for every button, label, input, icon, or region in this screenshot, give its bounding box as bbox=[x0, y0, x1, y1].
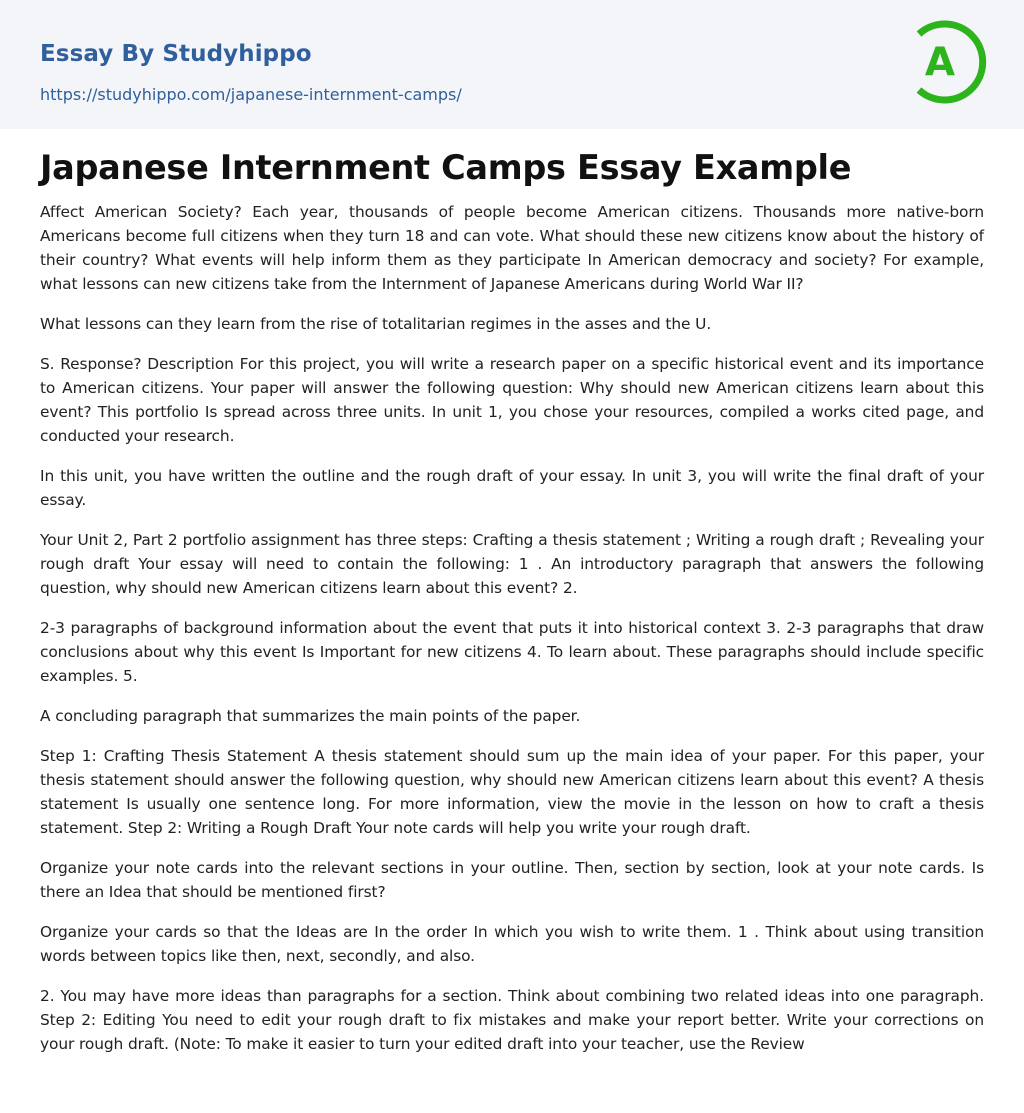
essay-paragraph: In this unit, you have written the outline and the rough draft of your essay. In unit 3, you will write the final draft of your essay. bbox=[40, 467, 984, 509]
brand-title[interactable]: Essay By Studyhippo bbox=[40, 41, 312, 67]
essay-paragraph: Step 1: Crafting Thesis Statement A thesis statement should sum up the main idea of your paper. For this paper, your thesis statement should answer the following question, why should new American citizens learn about this event? A thesis statement Is usually one sentence long. For more information, view the movie in the lesson on how to craft a thesis statement. Step 2: Writing a Rough Draft Your note cards will help you write your rough draft. bbox=[40, 747, 984, 837]
essay-paragraph: Your Unit 2, Part 2 portfolio assignment has three steps: Crafting a thesis statement ; Writing a rough draft ; Revealing your rough draft Your essay will need to contain the following: 1 . An introductory paragraph that answers the following question, why should new American citizens learn about this event? 2. bbox=[40, 531, 984, 597]
essay-paragraph: 2-3 paragraphs of background information about the event that puts it into historical context 3. 2-3 paragraphs that draw conclusions about why this event Is Important for new citizens 4. To learn about. These paragraphs should include specific examples. 5. bbox=[40, 619, 984, 685]
essay-paragraph: A concluding paragraph that summarizes the main points of the paper. bbox=[40, 707, 581, 725]
essay-paragraph: Organize your note cards into the relevant sections in your outline. Then, section by section, look at your note cards. Is there an Idea that should be mentioned first? bbox=[40, 859, 984, 901]
page-title: Japanese Internment Camps Essay Example bbox=[40, 148, 852, 187]
essay-paragraph: 2. You may have more ideas than paragraphs for a section. Think about combining two related ideas into one paragraph. Step 2: Editing You need to edit your rough draft to fix mistakes and make your report better. Write your corrections on your rough draft. (Note: To make it easier to turn your edited draft into your teacher, use the Review bbox=[40, 987, 984, 1053]
essay-paragraph: S. Response? Description For this project, you will write a research paper on a specific historical event and its importance to American citizens. Your paper will answer the following question: Why should new American citizens learn about this event? This portfolio Is spread across three units. In unit 1, you chose your resources, compiled a works cited page, and conducted your research. bbox=[40, 355, 984, 445]
studyhippo-logo-icon[interactable] bbox=[906, 17, 992, 107]
source-url-link[interactable]: https://studyhippo.com/japanese-internment-camps/ bbox=[40, 85, 462, 104]
logo-letter: A bbox=[924, 40, 956, 85]
essay-content bbox=[40, 146, 984, 1072]
site-header bbox=[0, 0, 1024, 129]
essay-paragraph: Organize your cards so that the Ideas are In the order In which you wish to write them. 1 . Think about using transition words between topics like then, next, secondly, and also. bbox=[40, 923, 984, 965]
essay-paragraph: Affect American Society? Each year, thousands of people become American citizens. Thousands more native-born Americans become full citizens when they turn 18 and can vote. What should these new citizens know about the history of their country? What events will help inform them as they participate In American democracy and society? For example, what lessons can new citizens take from the Internment of Japanese Americans during World War II? bbox=[40, 203, 984, 293]
essay-paragraph: What lessons can they learn from the rise of totalitarian regimes in the asses and the U. bbox=[40, 315, 712, 333]
